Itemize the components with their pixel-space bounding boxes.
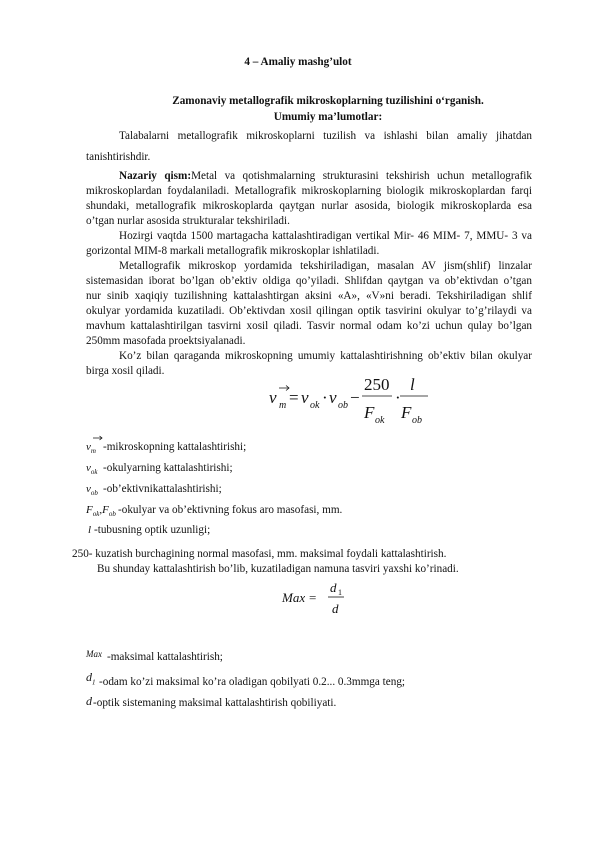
formula-F-ob: F [401,403,412,422]
formula-sub-ob-2: ob [412,415,422,426]
para3-line-6: 250mm masofada proektsiyalanadi. [86,335,246,347]
para4-line-2: birga xosil qiladi. [86,365,165,377]
para5-line-2: Bu shunday kattalashtirish bo’lib, kuzatiladigan namuna tasviri yaxshi ko’rinadi. [97,563,459,575]
para5-line-1: 250- kuzatish burchagining normal masofasi, mm. maksimal foydali kattalashtirish. [72,548,447,560]
formula2-equals: = [309,590,317,605]
def-symbol-fok-fob: $F_{ok},F_{ob}$ [86,504,116,519]
nazariy-line-3: shundaki, metallografik mikroskoplarda qaytgan nurlar asosida, biologik mikroskoplarda esa [86,200,532,212]
para3-line-1: Metallografik mikroskop yordamida tekshiriladigan, masalan AV jism(shlif) linzalar [119,260,532,272]
formula-dot-2: · [395,388,401,407]
formula-sub-ok-2: ok [375,415,385,426]
def-text-focal: -okulyar va ob’ektivning fokus aro masofasi, mm. [118,504,343,516]
formula-numerator-l: l [410,375,415,394]
section-subtitle: Umumiy ma’lumotlar: [273,111,383,123]
para3-line-3: nur sinib xaqiqiy tuzilishning kattalashtirgan aksini «A», «V»ni beradi. Tekshiriladigan shlif [86,290,532,302]
formula-numerator-250: 250 [364,375,390,394]
formula-sub-m: m [279,400,287,411]
para3-line-2: sistemasidan iborat bo’lgan ob’ektiv oldiga qo’yiladi. Shlifdan qaytgan va ob’ektivdan o’tgan [86,275,532,287]
intro-line-2: tanishtirishdir. [86,151,151,163]
def-text-l: -tubusning optik uzunligi; [94,524,211,536]
para2-line-1: Hozirgi vaqtda 1500 martagacha kattalashtiradigan vertikal Mir- 46 MIM- 7, MMU- 3 va [119,230,532,242]
def-text-vob: -ob’ektivnikattalashtirishi; [103,483,222,495]
formula-dot: · [322,388,328,407]
nazariy-text: Metal va qotishmalarning strukturasini tekshirish uchun metallografik [191,170,532,182]
nazariy-line-2: mikroskoplardan foydalaniladi. Metallografik mikroskoplarning biologik mikroskoplardan farqi [86,185,532,197]
formula-F-ok: F [364,403,375,422]
topic-heading: Zamonaviy metallografik mikroskoplarning tuzilishini o‘rganish. [172,95,484,107]
intro-line-1: Talabalarni metallografik mikroskoplarni tuzilish va ishlashi bilan amaliy jihatdan [119,130,532,142]
para2-line-2: gorizontal MIM-8 markali metallografik mikroskoplar ishlatiladi. [86,245,380,257]
def-text-max: -maksimal kattalashtirish; [107,651,223,663]
def-symbol-d1: $d_1$ [86,670,96,687]
formula-sub-ob: ob [338,400,348,411]
def-symbol-vm: $v_m$ [86,441,96,456]
formula-equals: = [289,388,299,407]
formula-v-m: v [269,388,277,407]
def-symbol-l: l [88,524,92,536]
formula2-den-d: d [332,601,339,616]
def-text-vm: -mikroskopning kattalashtirishi; [103,441,247,453]
def-text-vok: -okulyarning kattalashtirishi; [103,462,233,474]
nazariy-line-4: o’tgan nurlar asosida strukturalar tekshiriladi. [86,215,290,227]
nazariy-label: Nazariy qism: [119,170,192,182]
formula-minus: − [350,388,360,407]
def-symbol-d: d [86,694,92,708]
def-text-d1: -odam ko’zi maksimal ko’ra oladigan qobilyati 0.2... 0.3mmga teng; [99,676,406,688]
para3-line-4: okulyar yordamida kuzatiladi. Ob’ektivdan xosil qilingan optik tasvirini okulyar to’g’rilaydi va [86,305,532,317]
para3-line-5: mavhum kattalashtirilgan tasvirni xosil qiladi. Tasvir normal odam ko’zi uchun qulay bo’lgan [86,320,532,332]
def-text-d: -optik sistemaning maksimal kattalashtirish qobiliyati. [93,697,337,709]
formula2-num-sub: 1 [338,588,342,597]
def-symbol-vok: $v_{ok}$ [86,462,98,477]
para4-line-1: Ko’z bilan qaraganda mikroskopning umumiy kattalashtirishning ob’ektiv bilan okulyar [119,350,532,362]
formula2-max: Max [282,590,306,605]
formula2-num-d: d [330,580,337,595]
formula-v-ok: v [301,388,309,407]
lesson-title: 4 – Amaliy mashg’ulot [244,56,352,68]
def-symbol-max: Max [86,649,102,659]
formula-v-ob: v [329,388,337,407]
def-symbol-vob: $v_{ob}$ [86,483,98,498]
formula-sub-ok: ok [310,400,320,411]
